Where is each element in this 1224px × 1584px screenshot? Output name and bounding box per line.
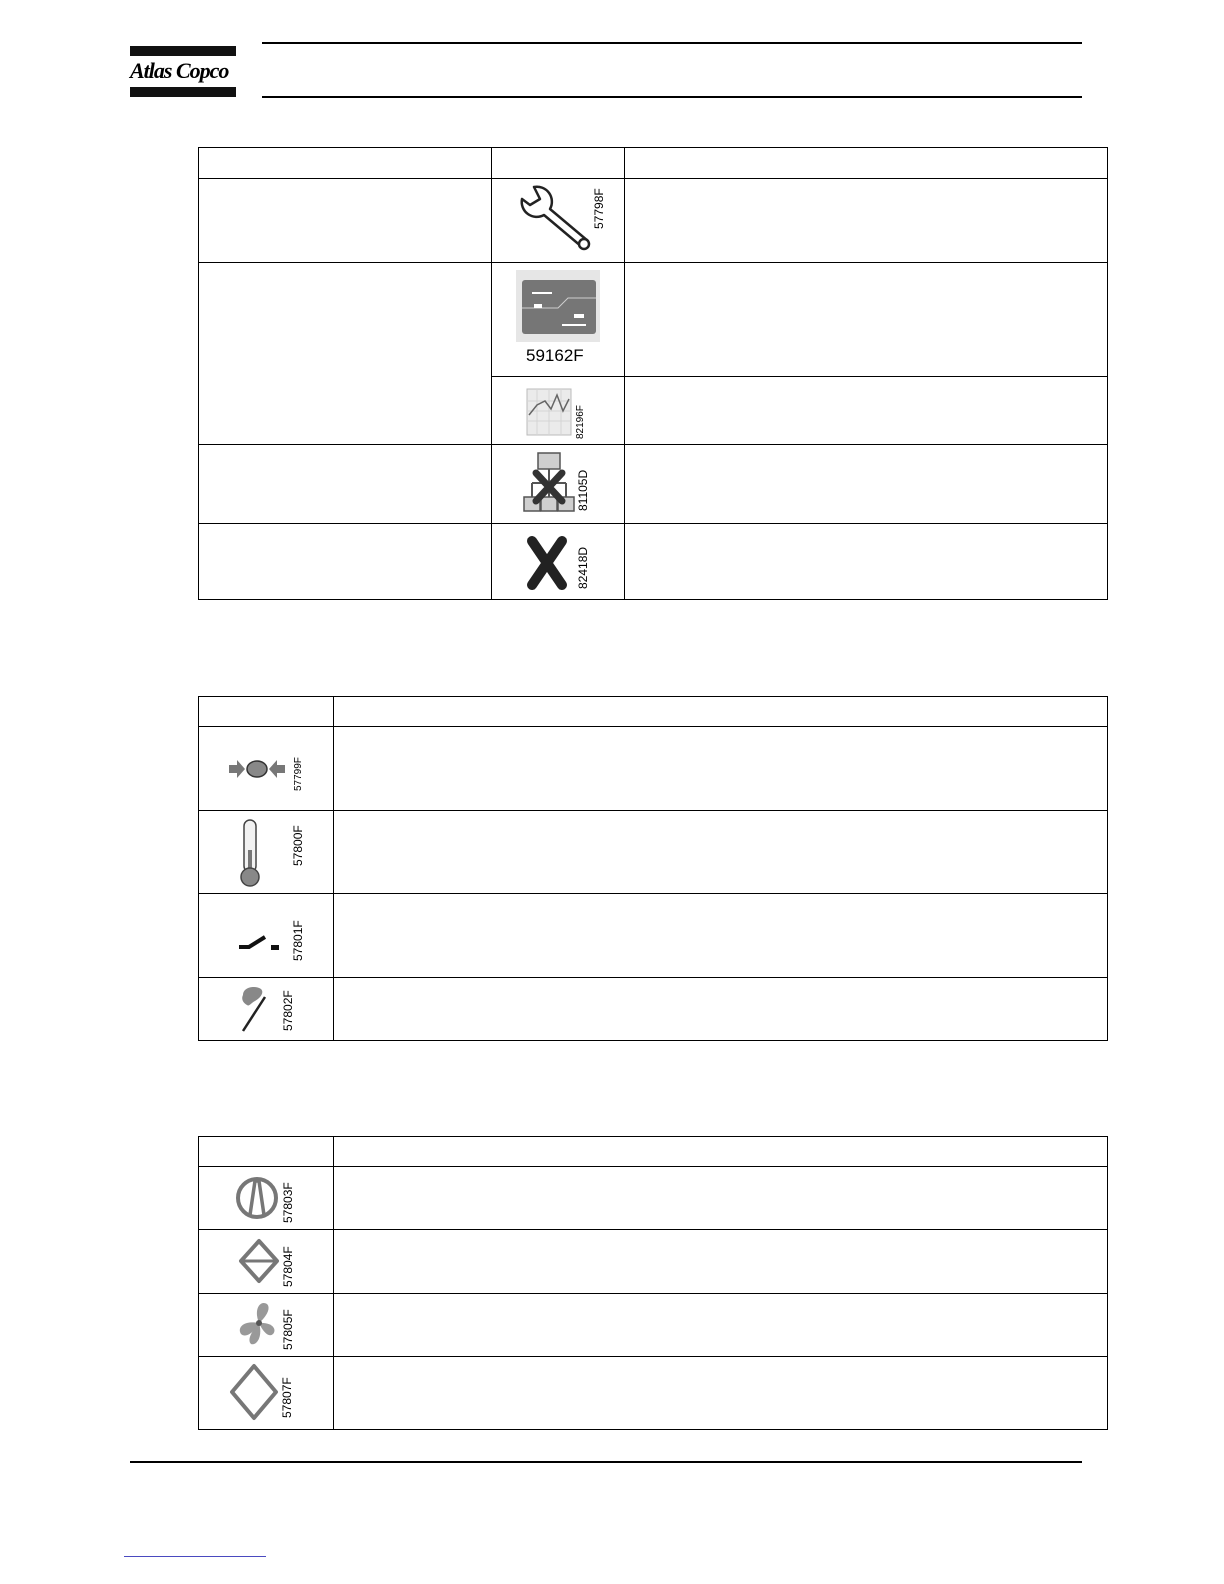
table-row <box>199 978 1108 1041</box>
icon-cell <box>492 445 625 524</box>
switch-contact-icon <box>221 905 311 967</box>
description-cell <box>334 894 1108 978</box>
icon-cell <box>492 377 625 445</box>
description-cell <box>334 978 1108 1041</box>
icon-cell <box>199 1294 334 1357</box>
logo-text: Atlas Copco <box>130 58 229 83</box>
icon-code: 57799F <box>293 756 304 791</box>
name-cell <box>199 179 492 263</box>
wrench-icon <box>508 181 608 261</box>
icon-code: 57801F <box>291 919 305 961</box>
icon-code: 82196F <box>575 404 586 439</box>
table-row <box>199 811 1108 894</box>
table-row <box>199 1167 1108 1230</box>
header-cell <box>334 697 1108 727</box>
table-row <box>199 263 1108 377</box>
icon-code: 57802F <box>281 990 295 1031</box>
footer-rule <box>130 1461 1082 1463</box>
header-cell <box>492 148 625 179</box>
logo-bar-bottom <box>130 87 236 97</box>
icon-cell <box>492 524 625 600</box>
icon-cell <box>199 894 334 978</box>
icon-code: 57804F <box>281 1245 295 1287</box>
icon-cell <box>199 811 334 894</box>
table-row <box>199 1230 1108 1294</box>
table-header-row <box>199 1137 1108 1167</box>
header-rule-bottom <box>262 96 1082 98</box>
icon-code: 81105D <box>576 469 590 511</box>
table-row <box>199 727 1108 811</box>
description-cell <box>334 1230 1108 1294</box>
network-disconnected-icon <box>518 449 598 519</box>
name-cell <box>199 524 492 600</box>
icon-table-3 <box>198 1136 1108 1430</box>
description-cell <box>625 263 1108 377</box>
table-row <box>199 445 1108 524</box>
fan-icon <box>231 1296 301 1354</box>
header-cell <box>199 1137 334 1167</box>
trend-graph-icon <box>523 381 593 441</box>
table-row <box>199 179 1108 263</box>
thermometer-icon <box>221 816 311 888</box>
special-sensor-icon <box>231 981 301 1037</box>
icon-code: 57807F <box>280 1377 294 1418</box>
icon-cell <box>199 727 334 811</box>
icon-code: 82418D <box>576 546 590 589</box>
description-cell <box>625 179 1108 263</box>
icon-table-2 <box>198 696 1108 1041</box>
footer-link-underline[interactable] <box>124 1556 266 1557</box>
description-cell <box>625 377 1108 445</box>
icon-cell <box>492 263 625 377</box>
icon-cell <box>199 1357 334 1430</box>
name-cell <box>199 445 492 524</box>
description-cell <box>334 1357 1108 1430</box>
header-cell <box>199 697 334 727</box>
compressor-element-icon <box>231 1169 301 1227</box>
header-cell <box>199 148 492 179</box>
dryer-icon <box>231 1233 301 1291</box>
description-cell <box>334 727 1108 811</box>
table-header-row <box>199 148 1108 179</box>
name-cell <box>199 263 492 445</box>
description-cell <box>334 811 1108 894</box>
pressure-icon <box>221 739 311 799</box>
description-cell <box>334 1167 1108 1230</box>
display-screen-icon <box>508 268 608 372</box>
table-header-row <box>199 697 1108 727</box>
table-row <box>199 1294 1108 1357</box>
icon-code: 57805F <box>281 1309 295 1350</box>
icon-code: 59162F <box>526 345 584 365</box>
icon-cell <box>199 1167 334 1230</box>
converter-icon <box>228 1360 304 1426</box>
icon-code: 57803F <box>281 1182 295 1223</box>
table-row <box>199 1357 1108 1430</box>
icon-cell <box>199 978 334 1041</box>
atlas-copco-logo <box>130 44 236 98</box>
cross-icon <box>518 529 598 595</box>
description-cell <box>334 1294 1108 1357</box>
logo-bar-top <box>130 46 236 56</box>
icon-cell <box>199 1230 334 1294</box>
icon-code: 57800F <box>291 825 305 866</box>
table-row <box>199 894 1108 978</box>
icon-code: 57798F <box>592 187 606 229</box>
header-rule-top <box>262 42 1082 44</box>
header-cell <box>625 148 1108 179</box>
description-cell <box>625 524 1108 600</box>
description-cell <box>625 445 1108 524</box>
table-row <box>199 524 1108 600</box>
icon-table-1 <box>198 147 1108 600</box>
icon-cell <box>492 179 625 263</box>
header-cell <box>334 1137 1108 1167</box>
